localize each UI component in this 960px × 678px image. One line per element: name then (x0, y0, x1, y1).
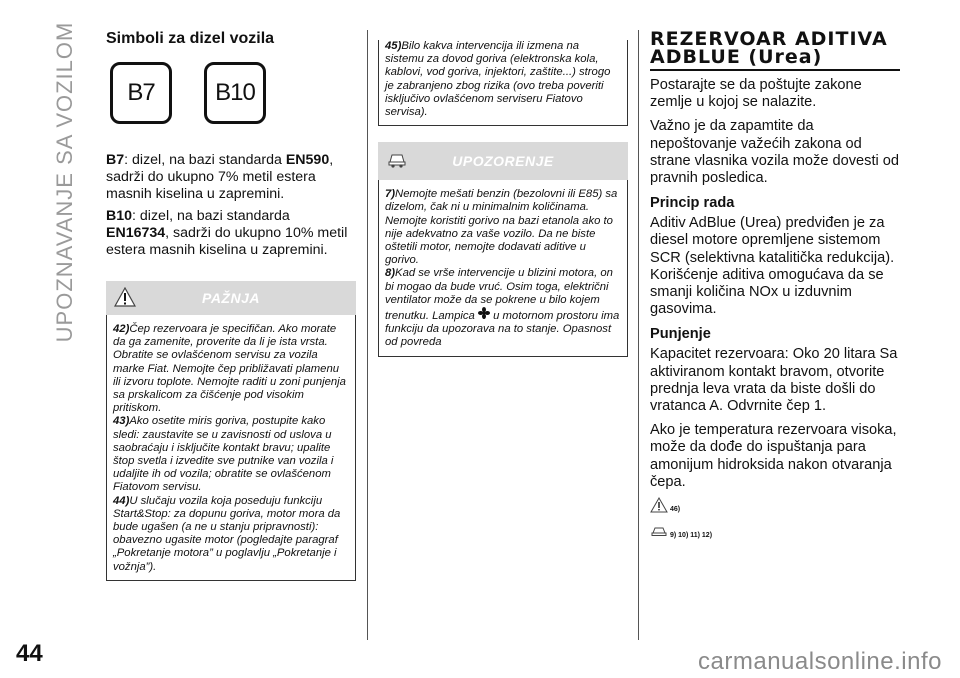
caution-notes (378, 180, 628, 356)
paragraph: Postarajte se da poštujte zakone zemlje u kojoj se nalazite. (650, 77, 862, 111)
note-45-box (378, 40, 628, 126)
fuel-symbols (110, 62, 356, 124)
paragraph: Važno je da zapamtite da nepoštovanje važećih zakona od strane vlasnika vozila može dovesti od pravnih posledica. (650, 118, 900, 187)
note-42: 42)Čep rezervoara je specifičan. Ako morate da ga zamenite, proverite da li je ista vrsta. Obratite se ovlašćenom servisu za vozila marke Fiat. Nemojte čep približavati plamenu ili izvoru toplote. Nemojte raditi u zoni punjenja sa prskalicom za čišćenje pod visokim pritiskom. (113, 323, 346, 415)
column-right (650, 30, 900, 539)
note-8: 8)Kad se vrše intervencije u blizini motora, on bi mogao da bude vruć. Osim toga, električni ventilator može da se pokrene u bilo kojem trenutku. Lampica u motornom prostoru ima funkciju da upozorava na to stanje. Opasnost od povreda (385, 267, 620, 349)
column-divider (638, 30, 639, 640)
caution-title: UPOZORENJE (452, 153, 554, 170)
subheading-punjenje: Punjenje (650, 326, 711, 343)
b10-description: B10: dizel, na bazi standarda EN16734, sadrži do ukupno 10% metil estera masnih kiselina u zapremini. (106, 208, 348, 258)
warning-title: PAŽNJA (202, 290, 260, 306)
reference-caution: 9) 10) 11) 12) (650, 523, 900, 539)
side-tab (50, 22, 80, 342)
b10-symbol: B10 (204, 62, 266, 124)
reference-warning: 46) (650, 497, 900, 513)
paragraph: Aditiv AdBlue (Urea) predviđen je za diesel motore opremljene sistemom SCR (selektivna katalitička redukcija). Korišćenje aditiva omogućava da se smanji količina NOx u izduvnim gasovima. (650, 215, 895, 318)
column-divider (367, 30, 368, 640)
car-warning-icon (386, 148, 408, 175)
warning-icon (650, 497, 668, 513)
title-underline (650, 69, 900, 71)
page-number: 44 (16, 640, 43, 667)
fan-icon (478, 310, 490, 322)
b7-description: B7: dizel, na bazi standarda EN590, sadrži do ukupno 7% metil estera masnih kiselina u zapremini. (106, 152, 334, 202)
caution-block (378, 142, 628, 356)
car-warning-icon (650, 523, 668, 539)
warning-icon (114, 287, 136, 312)
column-left (106, 30, 356, 581)
watermark: carmanualsonline.info (698, 648, 942, 675)
caution-header (378, 142, 628, 180)
warning-notes (106, 315, 356, 581)
note-7: 7)Nemojte mešati benzin (bezolovni ili E85) sa dizelom, čak ni u minimalnim količinama. Nemojte koristiti gorivo na bazi etanola ako to nije adekvatno za vaše vozilo. Da ne biste oštetili motor, nemojte dodavati aditive u gorivo. (385, 188, 618, 267)
note-45: 45)Bilo kakva intervencija ili izmena na sistemu za dovod goriva (elektronska kola, kablovi, vod goriva, injektori, zaštite...) strogo je zabranjeno zbog rizika (ovo treba poveriti isključivo ovlašćenom serviseru Fiatovo servisa). (385, 40, 611, 119)
section-heading: Simboli za dizel vozila (106, 30, 275, 47)
paragraph: Ako je temperatura rezervoara visoka, može da dođe do ispuštanja para amonijum hidroksida nakon otvaranja čepa. (650, 422, 897, 490)
chapter-title: UPOZNAVANJE SA VOZILOM (52, 21, 77, 343)
b7-symbol: B7 (110, 62, 172, 124)
note-43: 43)Ako osetite miris goriva, postupite kako sledi: zaustavite se u zavisnosti od uslova u saobraćaju i isključite kontakt bravu; upalite štop svetla i izvedite sve putnike van vozila i udaljite ih od vozila; obratite se ovlašćenom Fiatovom servisu. (113, 415, 334, 494)
section-title: REZERVOAR ADITIVA ADBLUE (Urea) (650, 28, 888, 68)
warning-block (106, 281, 356, 581)
note-44: 44)U slučaju vozila koja poseduju funkciju Start&Stop: za dopunu goriva, motor mora da bude ugašen (a ne u stanju pripravnosti): obavezno ugasite motor (pogledajte paragraf „Pokretanje motora” u poglavlju „Pokretanje i vožnja”). (113, 494, 341, 573)
column-middle (378, 40, 628, 357)
warning-header (106, 281, 356, 315)
paragraph: Kapacitet rezervoara: Oko 20 litara Sa aktiviranom kontakt bravom, otvorite prednja leva vrata da biste došli do vratanca A. Odvrnite čep 1. (650, 346, 898, 415)
subheading-princip-rada: Princip rada (650, 195, 735, 212)
